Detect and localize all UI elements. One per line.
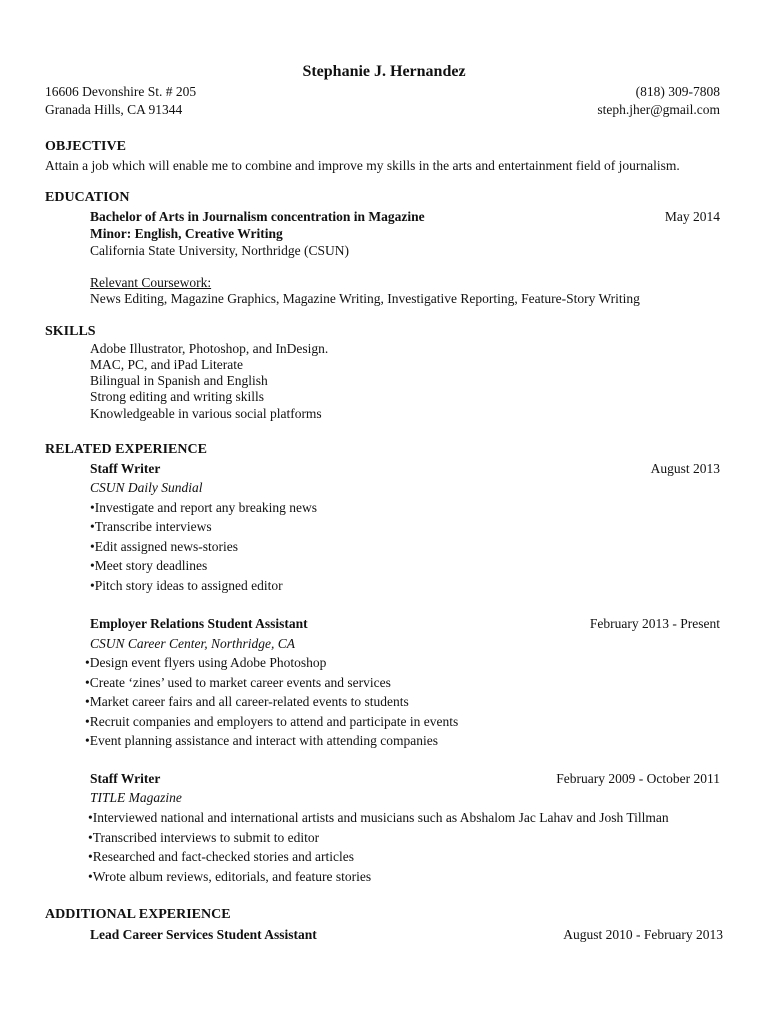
address-line-2: Granada Hills, CA 91344 [45,102,183,117]
job-date: August 2010 - February 2013 [563,927,723,942]
degree-date: May 2014 [664,209,720,224]
skill-item: Adobe Illustrator, Photoshop, and InDesign. [90,341,329,356]
objective-text: Attain a job which will enable me to combine and improve my skills in the arts and entertainment field of journalism. [45,158,680,173]
email-address: steph.jher@gmail.com [597,102,720,117]
job-bullet: • Edit assigned news-stories [90,539,238,555]
job-title: Staff Writer [90,771,161,786]
job-bullet: • Create ‘zines’ used to market career events and services [85,675,391,691]
skill-item: MAC, PC, and iPad Literate [90,357,243,372]
phone-number: (818) 309-7808 [635,84,720,99]
job-organization: TITLE Magazine [90,790,182,805]
coursework-list: News Editing, Magazine Graphics, Magazine Writing, Investigative Reporting, Feature-Story Writing [90,291,640,306]
degree-minor: Minor: English, Creative Writing [90,226,283,241]
job-organization: CSUN Daily Sundial [90,480,203,495]
job-bullet: • Recruit companies and employers to attend and participate in events [85,714,458,730]
education-heading: EDUCATION [45,190,130,205]
job-bullet: • Wrote album reviews, editorials, and feature stories [88,869,371,885]
job-title: Employer Relations Student Assistant [90,616,308,631]
job-bullet: • Pitch story ideas to assigned editor [90,578,283,594]
degree-title: Bachelor of Arts in Journalism concentration in Magazine [90,209,425,224]
skill-item: Strong editing and writing skills [90,389,264,404]
skill-item: Bilingual in Spanish and English [90,373,268,388]
job-date: February 2013 - Present [589,616,720,631]
school-name: California State University, Northridge (CSUN) [90,243,349,258]
job-bullet: • Market career fairs and all career-related events to students [85,694,409,710]
job-bullet: • Transcribed interviews to submit to editor [88,830,319,846]
related-experience-heading: RELATED EXPERIENCE [45,442,207,457]
job-date: August 2013 [650,461,720,476]
skill-item: Knowledgeable in various social platforms [90,406,322,421]
job-date: February 2009 - October 2011 [556,771,720,786]
job-bullet: • Meet story deadlines [90,558,207,574]
job-bullet: • Design event flyers using Adobe Photoshop [85,655,326,671]
additional-experience-heading: ADDITIONAL EXPERIENCE [45,907,231,922]
address-line-1: 16606 Devonshire St. # 205 [45,84,197,99]
objective-heading: OBJECTIVE [45,139,126,154]
candidate-name: Stephanie J. Hernandez [302,63,466,80]
job-bullet: • Event planning assistance and interact with attending companies [85,733,438,749]
coursework-label: Relevant Coursework: [90,275,212,290]
job-bullet: • Transcribe interviews [90,519,212,535]
job-bullet: • Investigate and report any breaking news [90,500,317,516]
job-title: Staff Writer [90,461,161,476]
job-bullet: • Interviewed national and international artists and musicians such as Abshalom Jac Lahav and Josh Tillman [88,810,669,826]
job-title: Lead Career Services Student Assistant [90,927,317,942]
job-bullet: • Researched and fact-checked stories and articles [88,849,354,865]
skills-heading: SKILLS [45,324,96,339]
job-organization: CSUN Career Center, Northridge, CA [90,636,296,651]
